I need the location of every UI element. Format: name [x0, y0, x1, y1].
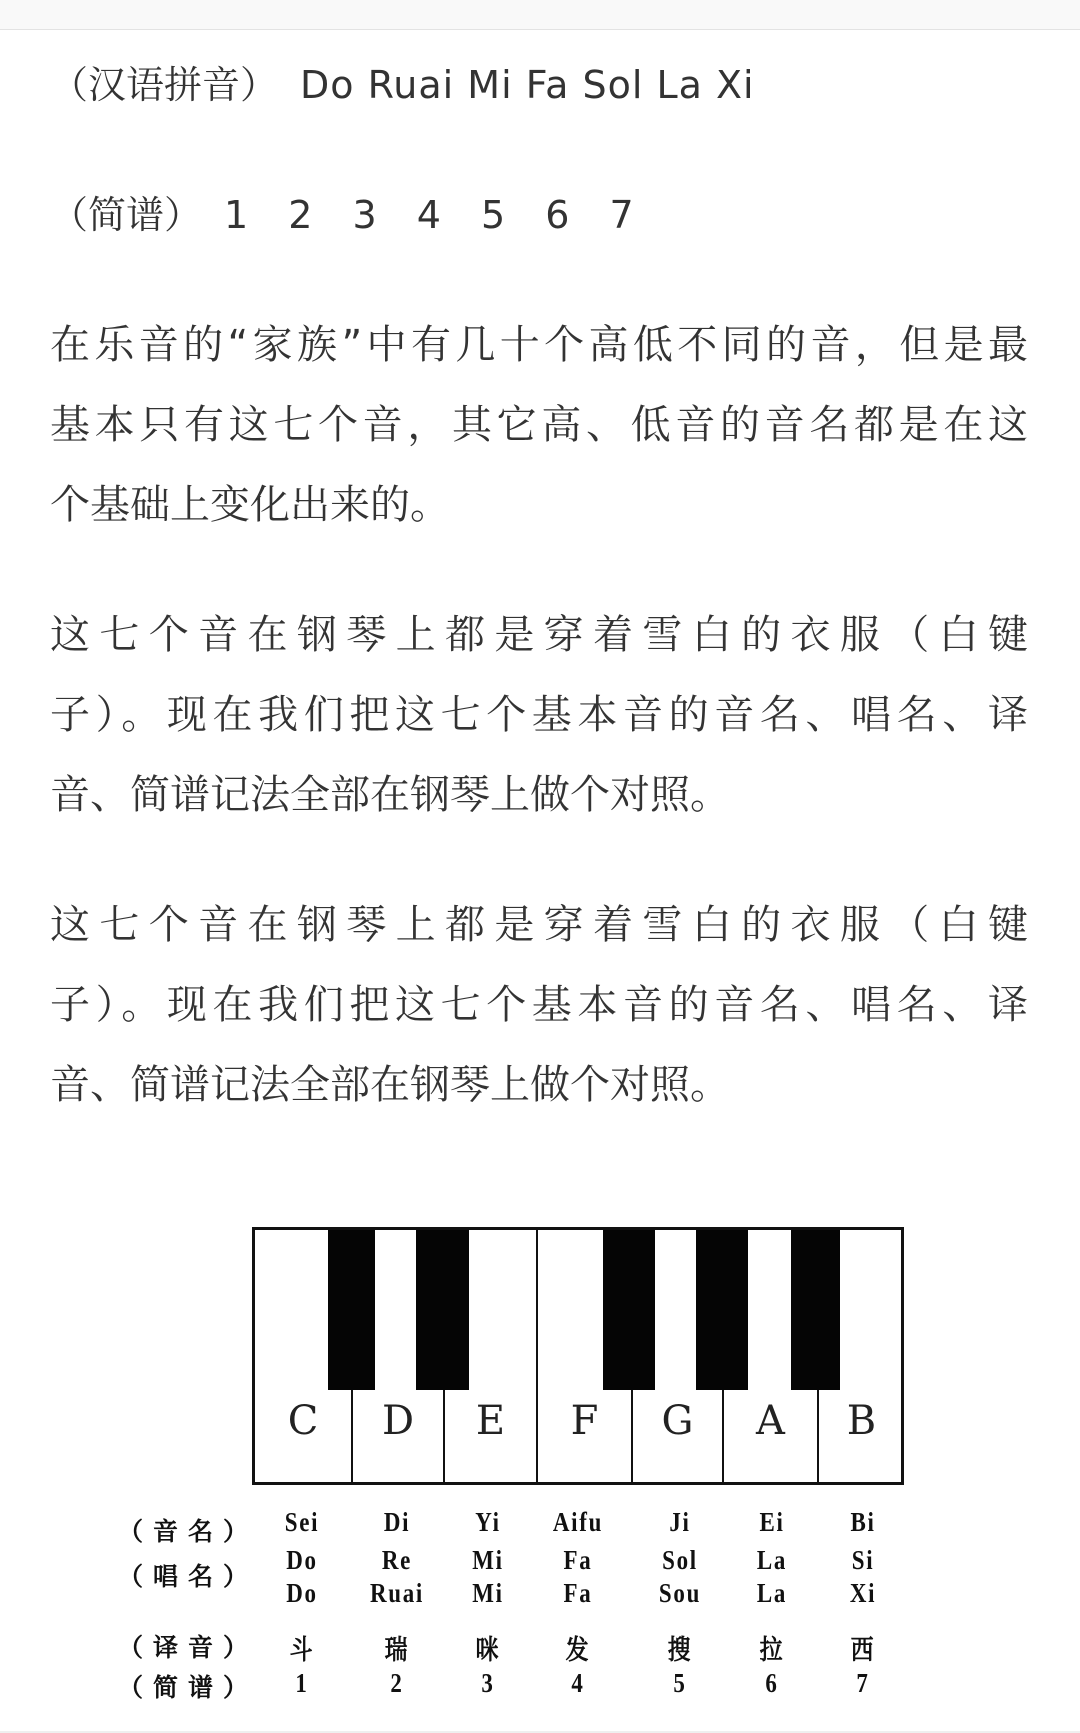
key-label: E [475, 1398, 506, 1444]
cell: 3 [481, 1668, 495, 1698]
cell: 西 [850, 1635, 876, 1665]
cell: 1 [295, 1668, 309, 1698]
cell: 搜 [667, 1635, 693, 1665]
cell: Bi [850, 1507, 876, 1537]
paragraph-line: 这七个音在钢琴上都是穿着雪白的衣服（白键 [50, 902, 1028, 948]
paragraph-line: 这七个音在钢琴上都是穿着雪白的衣服（白键 [50, 612, 1028, 658]
paragraph-line: 子）。现在我们把这七个基本音的音名、唱名、译 [50, 692, 1028, 738]
paragraph-line: 音、简谱记法全部在钢琴上做个对照。 [50, 772, 730, 818]
cell: 斗 [289, 1635, 315, 1665]
piano-keyboard [252, 1227, 904, 1485]
pinyin-label: （汉语拼音） [50, 63, 279, 107]
top-bar [0, 0, 1080, 30]
paragraph-line: 在乐音的“家族”中有几十个高低不同的音，但是最 [50, 322, 1028, 368]
key-label: G [661, 1398, 694, 1444]
cell: 7 [856, 1668, 870, 1698]
black-key-d-sharp [416, 1230, 469, 1390]
cell: Yi [475, 1507, 501, 1537]
cell: La [756, 1578, 788, 1608]
paragraph-line: 音、简谱记法全部在钢琴上做个对照。 [50, 1062, 730, 1108]
black-key-a-sharp [791, 1230, 840, 1390]
paragraph-line: 个基础上变化出来的。 [50, 482, 450, 528]
cell: Sei [284, 1507, 320, 1537]
cell: Mi [472, 1545, 504, 1575]
cell: Re [381, 1545, 413, 1575]
cell: 发 [565, 1635, 591, 1665]
cell: 瑞 [384, 1635, 410, 1665]
cell: Mi [472, 1578, 504, 1608]
cell: 6 [765, 1668, 779, 1698]
cell: Sou [658, 1578, 702, 1608]
cell: Aifu [552, 1507, 604, 1537]
row-label-yiyin: （译音） [118, 1633, 259, 1662]
jianpu-label: （简谱） [50, 193, 203, 237]
key-label: B [846, 1398, 877, 1444]
key-label: A [756, 1398, 785, 1444]
cell: Si [851, 1545, 875, 1575]
cell: 5 [673, 1668, 687, 1698]
cell: Do [286, 1545, 318, 1575]
paragraph-line: 子）。现在我们把这七个基本音的音名、唱名、译 [50, 982, 1028, 1028]
pinyin-line [50, 57, 1028, 113]
jianpu-line [50, 187, 1028, 243]
jianpu-values: 1 2 3 4 5 6 7 [224, 193, 648, 237]
cell: Do [286, 1578, 318, 1608]
key-label: C [287, 1398, 319, 1444]
cell: Ei [759, 1507, 785, 1537]
cell: Ji [669, 1507, 691, 1537]
cell: Sol [662, 1545, 698, 1575]
cell: 4 [571, 1668, 585, 1698]
pinyin-values: Do Ruai Mi Fa Sol La Xi [300, 63, 755, 107]
black-key-g-sharp [696, 1230, 748, 1390]
key-label: D [381, 1398, 415, 1444]
cell: La [756, 1545, 788, 1575]
row-label-yinming: （音名） [118, 1517, 259, 1546]
row-label-changming: （唱名） [118, 1562, 259, 1591]
cell: 咪 [475, 1635, 501, 1665]
cell: 2 [390, 1668, 404, 1698]
key-label: F [570, 1398, 599, 1444]
piano-figure [100, 1200, 930, 1730]
cell: Fa [563, 1578, 593, 1608]
cell: Fa [563, 1545, 593, 1575]
cell: 拉 [759, 1635, 785, 1665]
cell: Di [383, 1507, 411, 1537]
cell: Xi [849, 1578, 877, 1608]
paragraph-line: 基本只有这七个音，其它高、低音的音名都是在这 [50, 402, 1028, 448]
black-key-f-sharp [603, 1230, 655, 1390]
black-key-c-sharp [328, 1230, 375, 1390]
row-label-jianpu: （简谱） [118, 1673, 259, 1702]
cell: Ruai [369, 1578, 425, 1608]
